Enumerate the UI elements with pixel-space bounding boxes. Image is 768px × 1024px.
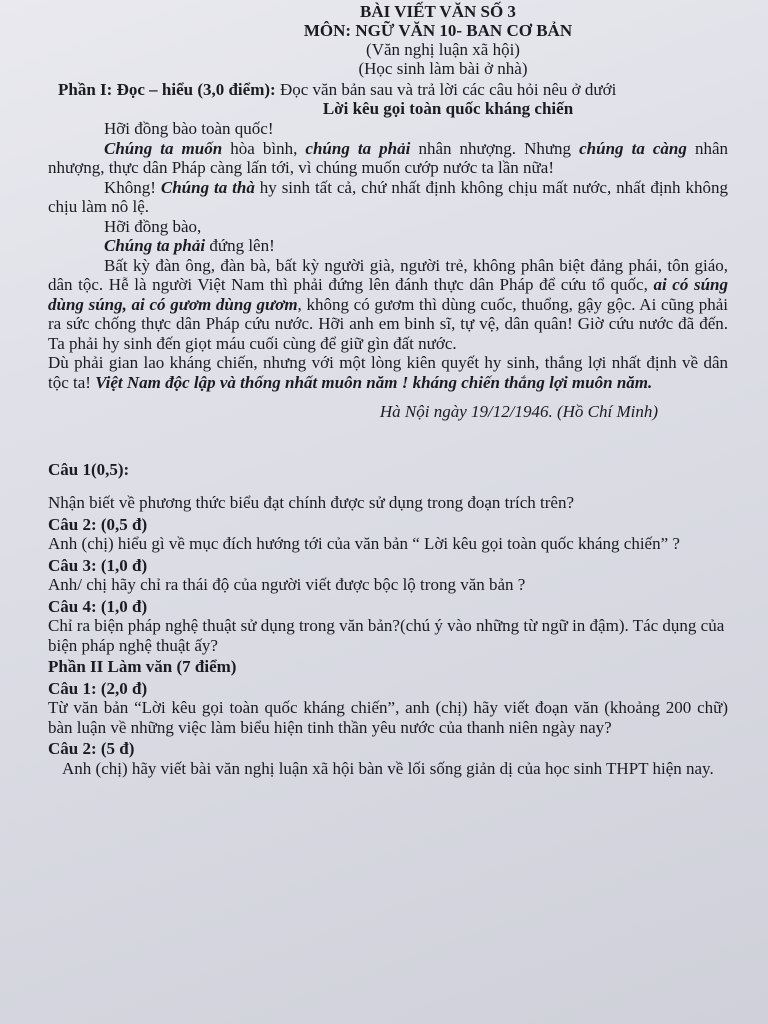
part2-q1-text: Từ văn bản “Lời kêu gọi toàn quốc kháng chiến”, anh (chị) hãy viết đoạn văn (khoảng 200 chữ) bàn luận về những việc làm biểu hiện tinh thần yêu nước của thanh niên ngày nay? — [48, 698, 728, 737]
text-span: hòa bình, — [222, 138, 306, 158]
question-label: Câu 2: (0,5 đ) — [48, 514, 148, 534]
passage-signature: Hà Nội ngày 19/12/1946. (Hồ Chí Minh) — [379, 402, 658, 421]
question-text: Nhận biết về phương thức biểu đạt chính được sử dụng trong đoạn trích trên? — [48, 493, 574, 512]
text-span: đứng lên! — [205, 236, 275, 255]
emph-text: chúng ta phải — [305, 138, 411, 158]
question-label: Câu 1(0,5): — [48, 459, 130, 479]
passage-p4: Hỡi đồng bào, — [104, 216, 202, 236]
emph-text: chúng ta càng — [579, 138, 687, 158]
passage-p2 — [48, 139, 728, 178]
text-span: hy sinh tất cả, chứ nhất định không chịu mất nước, nhất định không chịu làm nô lệ. — [48, 177, 728, 216]
part2-q2-label: Câu 2: (5 đ) — [48, 739, 135, 758]
passage — [48, 119, 728, 422]
question-text: Anh (chị) hiểu gì về mục đích hướng tới của văn bản “ Lời kêu gọi toàn quốc kháng chiến” ? — [48, 534, 680, 553]
part2-q2-text: Anh (chị) hãy viết bài văn nghị luận xã hội bàn về lối sống giản dị của học sinh THPT hiện nay. — [62, 758, 714, 778]
part2-q1-label: Câu 1: (2,0 đ) — [48, 678, 148, 698]
exam-note: (Học sinh làm bài ở nhà) — [358, 59, 528, 78]
spacer — [48, 422, 728, 458]
question-4 — [48, 597, 728, 656]
part1-label: Phần I: Đọc – hiểu (3,0 điểm): — [58, 80, 276, 99]
exam-title: BÀI VIẾT VĂN SỐ 3 — [360, 2, 516, 21]
question-label: Câu 4: (1,0 đ) — [48, 596, 148, 616]
question-1 — [48, 460, 728, 513]
emph-text: Chúng ta thà — [160, 177, 255, 197]
part1-heading — [58, 80, 728, 99]
text-span: Bất kỳ đàn ông, đàn bà, bất kỳ người già, người trẻ, không phân biệt đảng phái, tôn giáo, dân tộc. Hễ là người Việt Nam thì phải đứng lên đánh thực dân Pháp để cứu tổ quốc, — [48, 255, 728, 294]
passage-p3 — [48, 178, 728, 217]
passage-p5 — [48, 236, 728, 256]
question-label: Câu 3: (1,0 đ) — [48, 555, 148, 575]
spacer — [48, 479, 728, 493]
emph-text: Chúng ta muốn — [104, 138, 223, 158]
emph-text: ai có súng dùng súng, ai có gươm dùng gươm — [48, 275, 728, 314]
part2-heading: Phần II Làm văn (7 điểm) — [48, 657, 237, 676]
text-span: , không có gươm thì dùng cuốc, thuổng, gậy gộc. Ai cũng phải ra sức chống thực dân Pháp cứu nước. Hỡi anh em binh sĩ, tự vệ, dân quân! Giờ cứu nước đã đến. Ta phải hy sinh đến giọt máu cuối cùng để giữ gìn đất nước. — [48, 294, 728, 353]
passage-p7 — [48, 353, 728, 392]
passage-p1: Hỡi đồng bào toàn quốc! — [104, 119, 274, 138]
emph-text: Việt Nam độc lập và thống nhất muôn năm ! kháng chiến thắng lợi muôn năm. — [95, 372, 653, 392]
question-text: Anh/ chị hãy chỉ ra thái độ của người viết được bộc lộ trong văn bản ? — [48, 575, 526, 594]
question-text: Chỉ ra biện pháp nghệ thuật sử dụng trong văn bản?(chú ý vào những từ ngữ in đậm). Tác dụng của biện pháp nghệ thuật ấy? — [48, 616, 725, 655]
question-2 — [48, 515, 728, 554]
exam-subject: MÔN: NGỮ VĂN 10- BAN CƠ BẢN — [303, 21, 573, 40]
emph-text: Chúng ta phải — [104, 236, 206, 255]
question-3 — [48, 556, 728, 595]
part1-instruction: Đọc văn bản sau và trả lời các câu hỏi nêu ở dưới — [275, 80, 617, 99]
text-span: Dù phải gian lao kháng chiến, nhưng với một lòng kiên quyết hy sinh, thắng lợi nhất định về dân tộc ta! — [48, 353, 728, 392]
passage-title: Lời kêu gọi toàn quốc kháng chiến — [322, 99, 574, 118]
text-span: nhân nhượng. Nhưng — [410, 138, 580, 158]
exam-genre: (Văn nghị luận xã hội) — [366, 40, 520, 59]
text-span: nhân nhượng, thực dân Pháp càng lấn tới, vì chúng muốn cướp nước ta lần nữa! — [48, 138, 729, 177]
passage-p6 — [48, 256, 728, 354]
text-span: Không! — [104, 177, 161, 197]
